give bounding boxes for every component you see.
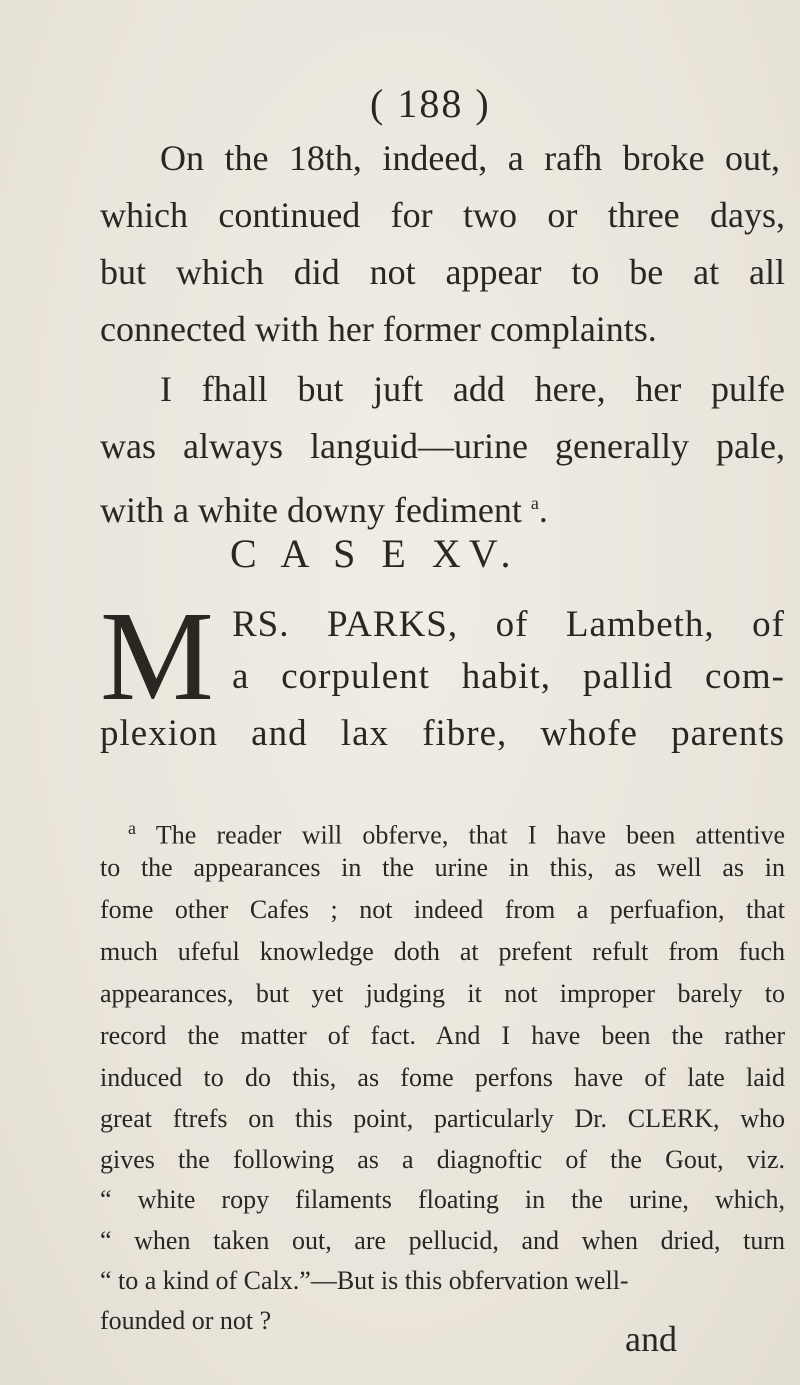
footnote-line: “ to a kind of Calx.”—But is this obfervation well- <box>100 1266 629 1295</box>
footnote-mark: a <box>128 818 136 838</box>
paragraph-line: connected with her former complaints. <box>100 309 657 349</box>
footnote-reference: a <box>530 493 539 513</box>
paragraph-line: On the 18th, indeed, a rafh broke out, <box>160 138 780 178</box>
paragraph-line: which continued for two or three days, <box>100 195 785 235</box>
footnote-line <box>128 810 785 854</box>
footnote-line: record the matter of fact. And I have been the rather <box>100 1021 785 1050</box>
footnote-line: to the appearances in the urine in this, as well as in <box>100 853 785 882</box>
footnote-line: gives the following as a diagnoftic of the Gout, viz. <box>100 1145 785 1174</box>
footnote-line: fome other Cafes ; not indeed from a perfuafion, that <box>100 895 785 924</box>
case-line: plexion and lax fibre, whofe parents <box>100 713 785 754</box>
paragraph-line: but which did not appear to be at all <box>100 252 785 292</box>
footnote-line: much ufeful knowledge doth at prefent refult from fuch <box>100 937 785 966</box>
drop-capital: M <box>100 585 214 727</box>
footnote-line: “ when taken out, are pellucid, and when dried, turn <box>100 1226 785 1255</box>
footnote-line: founded or not ? <box>100 1306 272 1335</box>
footnote-text: The reader will obferve, that I have been attentive <box>155 820 786 850</box>
case-line: RS. PARKS, of Lambeth, of <box>232 604 785 645</box>
footnote-line: great ftrefs on this point, particularly Dr. CLERK, who <box>100 1104 785 1133</box>
case-heading: C A S E XV. <box>230 531 519 576</box>
catchword: and <box>625 1319 677 1359</box>
footnote-line: appearances, but yet judging it not improper barely to <box>100 979 785 1008</box>
case-line: a corpulent habit, pallid com- <box>232 656 785 697</box>
paragraph-line: was always languid—urine generally pale, <box>100 426 785 466</box>
page-number: ( 188 ) <box>370 81 491 126</box>
footnote-line: “ white ropy filaments floating in the urine, which, <box>100 1185 785 1214</box>
sentence-period: . <box>538 490 548 530</box>
paragraph-text: with a white downy fediment <box>100 490 522 530</box>
footnote-line: induced to do this, as fome perfons have of late laid <box>100 1063 785 1092</box>
paragraph-line: I fhall but juft add here, her pulfe <box>160 369 785 409</box>
